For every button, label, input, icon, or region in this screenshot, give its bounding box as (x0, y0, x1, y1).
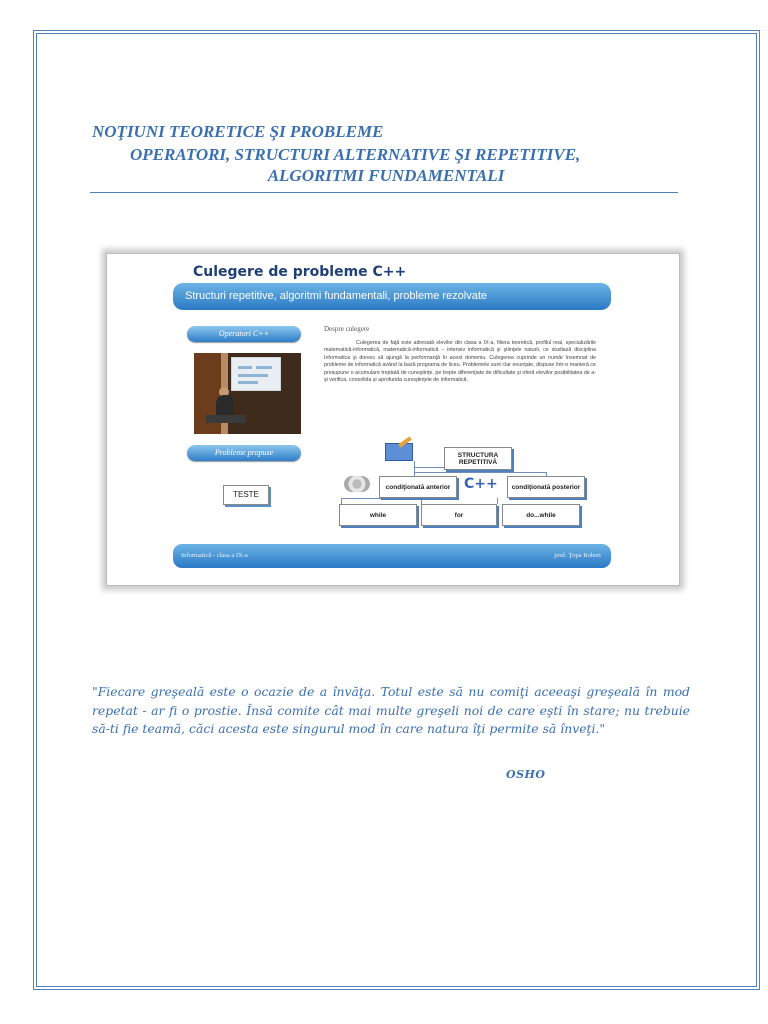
about-text: Culegerea de faţă este adresată elevilor din clasa a IX-a, filiera teoretică, profilul real, specializările matematică-informatică, matematică-informatică – intensiv informatică şi ştiinţele naturii, ce studiază disciplina Informatica şi doresc să ajungă la performanţă în acest domeniu. Culegerea cuprinde un număr însemnat de probleme de informatică având la bază programa de liceu. Problemele sunt clar enunţate, dispuse într-o manieră ce presupune o acumulare treptată de cunoştinţe, pe trepte diferenţiate de dificultate şi oferă elevilor posibilitatea de a-şi verifica, consolida şi aprofunda cunoştinţele de informatică. (324, 340, 596, 384)
quote-text: "Fiecare greşeală este o ocazie de a învăţa. Totul este să nu comiţi aceeaşi greşeală în mod repetat - ar fi o prostie. Însă comite cât mai multe greşeli noi de care eşti în stare; nu trebuie să-ti fie teamă, căci acesta este singurul mod în care natura îţi permite să înveţi." (92, 684, 690, 736)
title-line-1: NOŢIUNI TEORETICE ŞI PROBLEME (92, 122, 384, 141)
edit-icon (385, 443, 413, 461)
tests-button: TESTE (223, 485, 269, 505)
desk (206, 415, 246, 423)
site-footer (173, 544, 611, 568)
diagram-root: STRUCTURA REPETITIVĂ (444, 447, 512, 470)
footer-right-text: prof. Ţopa Robert (554, 552, 601, 559)
classroom-photo (194, 353, 301, 434)
quote-author: OSHO (506, 768, 546, 781)
title-line-2: OPERATORI, STRUCTURI ALTERNATIVE ŞI REPETITIVE, (130, 145, 581, 164)
footer-left-text: Informatică - clasa a IX-a (181, 552, 248, 559)
diagram-node-left: condiţionată anterior (379, 476, 457, 498)
nav-problems-button: Probleme propuse (187, 445, 301, 461)
embedded-screenshot (106, 253, 680, 586)
diagram-leaf-for: for (421, 504, 497, 526)
title-line-3: ALGORITMI FUNDAMENTALI (267, 166, 505, 185)
diagram-connector (341, 498, 421, 499)
gears-icon (344, 476, 370, 492)
diagram-leaf-while: while (339, 504, 417, 526)
site-title: Culegere de probleme C++ (193, 264, 407, 280)
nav-operators-button: Operatori C++ (187, 326, 301, 342)
diagram-leaf-dowhile: do...while (502, 504, 580, 526)
diagram-connector (414, 467, 444, 468)
about-heading: Despre culegere (324, 325, 370, 333)
projector-screen (231, 357, 281, 391)
title-divider (90, 192, 678, 193)
diagram-connector (497, 498, 498, 504)
diagram-node-right: condiţionată posterior (507, 476, 585, 498)
site-banner: Structuri repetitive, algoritmi fundamentali, probleme rezolvate (173, 283, 611, 310)
diagram-connector (414, 472, 546, 473)
cpp-logo: C++ (464, 476, 498, 492)
